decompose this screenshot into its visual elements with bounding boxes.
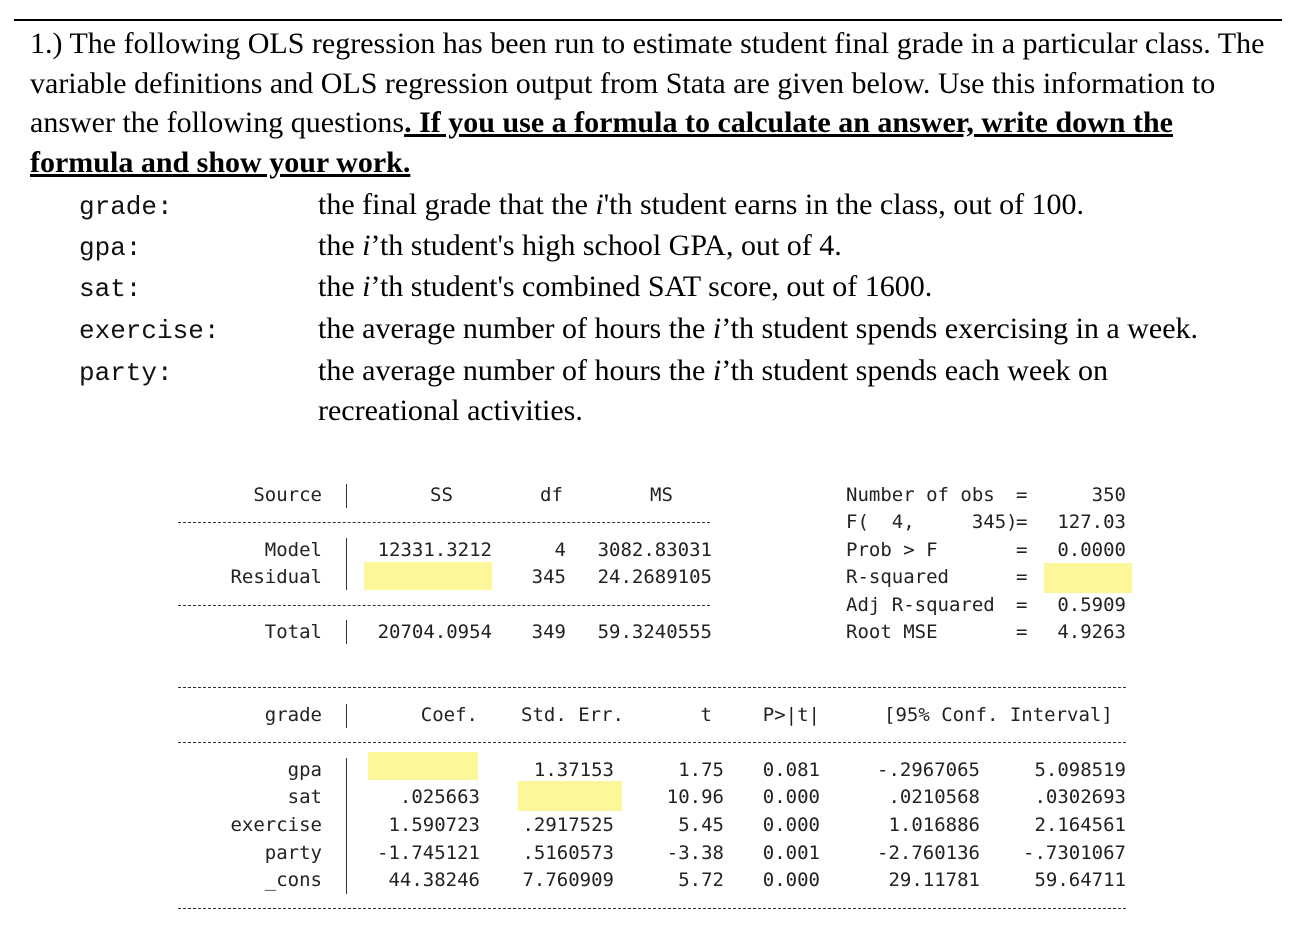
coef-se-cell: 7.760909: [522, 869, 614, 891]
stat-equals: =: [1016, 511, 1028, 533]
coef-divider: [178, 742, 1126, 743]
coef-ci-low-cell: -2.760136: [877, 842, 980, 864]
anova-divider: [178, 522, 710, 523]
anova-column-separator: [346, 484, 347, 508]
anova-header-ss: SS: [430, 484, 453, 506]
coef-se-cell: .2917525: [522, 814, 614, 836]
coef-t-cell: 5.72: [678, 869, 724, 891]
stat-equals: =: [1016, 539, 1028, 561]
variable-name: gpa:: [79, 233, 142, 263]
variable-row: [0, 229, 1308, 269]
stat-value: 0.5909: [1057, 594, 1126, 616]
coef-header-t: t: [700, 704, 712, 726]
coef-t-cell: 10.96: [666, 786, 724, 808]
coef-se-cell: 1.37153: [533, 759, 614, 781]
coef-p-cell: 0.081: [762, 759, 820, 781]
anova-source-cell: Residual: [230, 566, 322, 588]
top-rule: [14, 19, 1282, 21]
stat-value: 350: [1091, 484, 1126, 506]
coef-coef-cell: 1.590723: [388, 814, 480, 836]
coef-coef-cell: 44.38246: [388, 869, 480, 891]
variable-description: the average number of hours the i’th student spends each week on: [318, 354, 1109, 387]
anova-divider: [178, 605, 710, 606]
variable-description-continued: recreational activities.: [318, 394, 583, 427]
anova-header-df: df: [540, 484, 563, 506]
coef-coef-cell: -1.745121: [377, 842, 480, 864]
coef-column-separator: [346, 758, 347, 894]
stat-label: Root MSE: [846, 621, 938, 643]
coef-ci-low-cell: 1.016886: [888, 814, 980, 836]
anova-ms-cell: 3082.83031: [597, 539, 712, 561]
stat-label: Number of obs: [846, 484, 995, 506]
variable-row: [0, 188, 1308, 228]
coef-header-var: grade: [264, 704, 322, 726]
coef-p-cell: 0.001: [762, 842, 820, 864]
variable-name: sat:: [79, 274, 142, 304]
r-squared-blank-highlight: [1044, 563, 1132, 593]
coef-var-cell: party: [264, 842, 322, 864]
gpa-coef-blank-highlight: [368, 752, 478, 780]
coef-column-separator: [346, 704, 347, 728]
coef-p-cell: 0.000: [762, 869, 820, 891]
coef-t-cell: 1.75: [678, 759, 724, 781]
anova-source-cell: Model: [264, 539, 322, 561]
coef-p-cell: 0.000: [762, 786, 820, 808]
residual-ss-blank-highlight: [364, 562, 492, 590]
anova-column-separator: [346, 538, 347, 590]
coef-header-coef: Coef.: [420, 704, 478, 726]
variable-name: exercise:: [79, 316, 220, 346]
anova-ss-cell: 12331.3212: [377, 539, 492, 561]
coef-header-ci: [95% Conf. Interval]: [884, 704, 1113, 726]
coef-var-cell: sat: [287, 786, 322, 808]
coef-ci-low-cell: -.2967065: [877, 759, 980, 781]
stat-equals: =: [1016, 484, 1028, 506]
variable-row: [0, 354, 1308, 434]
stat-equals: =: [1016, 621, 1028, 643]
question-intro: 1.) The following OLS regression has been run to estimate student final grade in a particular class. The variable definitions and OLS regression output from Stata are given below. Use this information to answer the following questions: [30, 27, 1265, 139]
question-instruction: . If you use a formula to calculate an answer, write down the formula and show your work.: [30, 106, 1173, 179]
coef-var-cell: _cons: [264, 869, 322, 891]
stat-label: Adj R-squared: [846, 594, 995, 616]
coef-ci-high-cell: -.7301067: [1023, 842, 1126, 864]
coef-var-cell: gpa: [287, 759, 322, 781]
coef-header-se: Std. Err.: [521, 704, 624, 726]
coef-p-cell: 0.000: [762, 814, 820, 836]
anova-ms-cell: 59.3240555: [597, 621, 712, 643]
coef-coef-cell: .025663: [399, 786, 480, 808]
coef-header-p: P>|t|: [762, 704, 820, 726]
variable-name: grade:: [79, 192, 173, 222]
anova-header-source: Source: [253, 484, 322, 506]
anova-df-cell: 349: [531, 621, 566, 643]
variable-name: party:: [79, 358, 173, 388]
stat-label: F( 4, 345): [846, 511, 1018, 533]
anova-column-separator: [346, 620, 347, 644]
stat-value: 0.0000: [1057, 539, 1126, 561]
stat-value: 127.03: [1057, 511, 1126, 533]
variable-row: [0, 312, 1308, 352]
coef-ci-low-cell: 29.11781: [888, 869, 980, 891]
coef-var-cell: exercise: [230, 814, 322, 836]
coef-ci-high-cell: .0302693: [1034, 786, 1126, 808]
stat-equals: =: [1016, 566, 1028, 588]
coef-divider: [178, 908, 1126, 909]
variable-row: [0, 270, 1308, 310]
stat-label: Prob > F: [846, 539, 938, 561]
anova-df-cell: 345: [531, 566, 566, 588]
question-text: [30, 24, 1270, 182]
anova-source-cell: Total: [264, 621, 322, 643]
anova-header-ms: MS: [650, 484, 673, 506]
stat-value: 4.9263: [1057, 621, 1126, 643]
coef-divider: [178, 687, 1126, 688]
coef-t-cell: 5.45: [678, 814, 724, 836]
variable-description: the average number of hours the i’th student spends exercising in a week.: [318, 312, 1199, 345]
coef-t-cell: -3.38: [666, 842, 724, 864]
anova-ms-cell: 24.2689105: [597, 566, 712, 588]
variable-description: the i’th student's combined SAT score, out of 1600.: [318, 270, 933, 303]
sat-se-blank-highlight: [518, 781, 622, 811]
stat-label: R-squared: [846, 566, 949, 588]
coef-se-cell: .5160573: [522, 842, 614, 864]
coef-ci-low-cell: .0210568: [888, 786, 980, 808]
coef-ci-high-cell: 59.64711: [1034, 869, 1126, 891]
variable-description: the i’th student's high school GPA, out of 4.: [318, 229, 842, 262]
coef-ci-high-cell: 5.098519: [1034, 759, 1126, 781]
coef-ci-high-cell: 2.164561: [1034, 814, 1126, 836]
variable-description: the final grade that the i'th student earns in the class, out of 100.: [318, 188, 1085, 221]
anova-df-cell: 4: [554, 539, 566, 561]
anova-ss-cell: 20704.0954: [377, 621, 492, 643]
stat-equals: =: [1016, 594, 1028, 616]
